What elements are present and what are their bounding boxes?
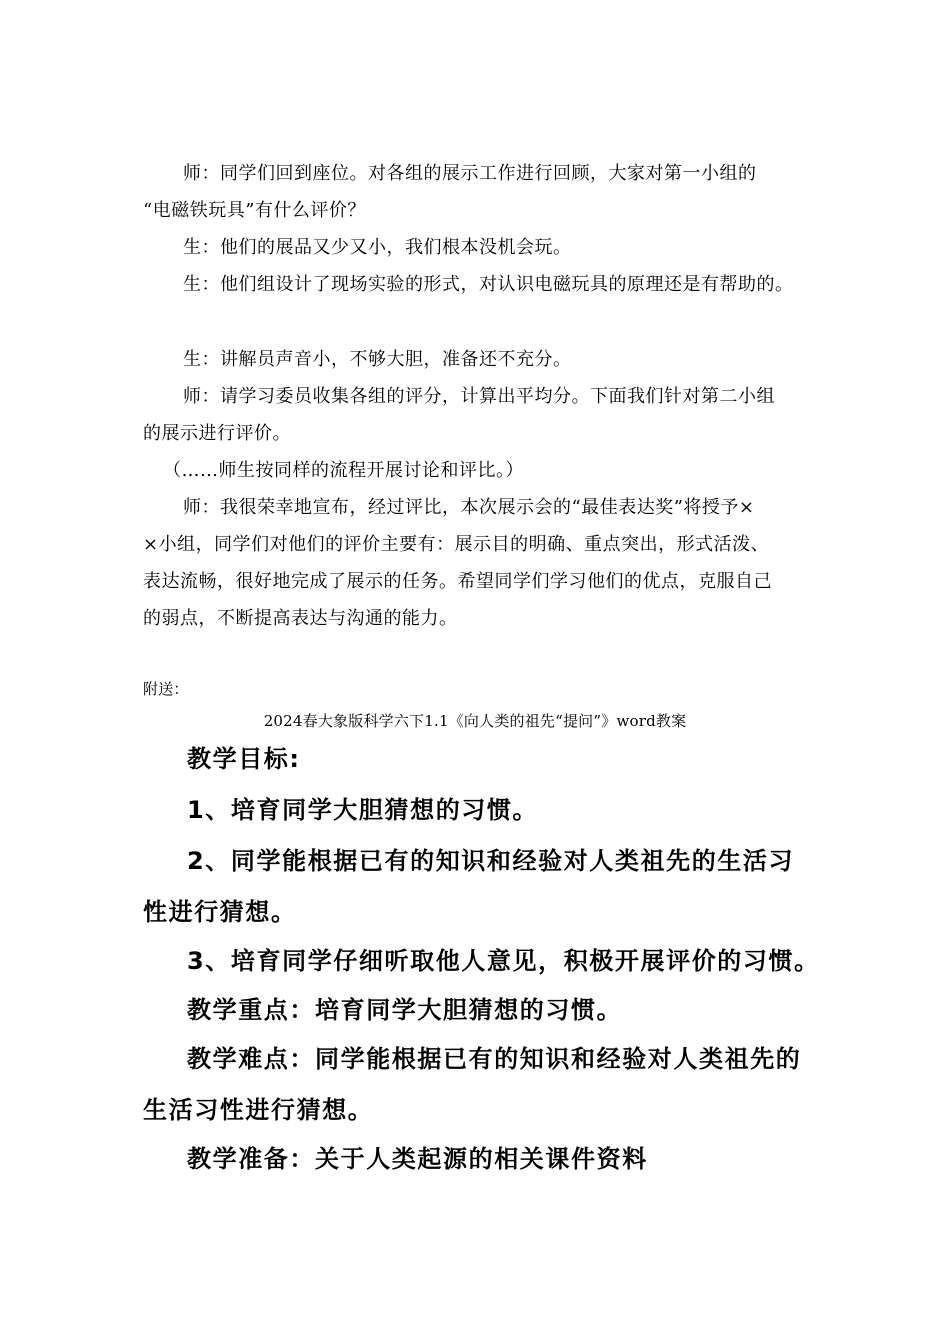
dialogue-line: 生：他们组设计了现场实验的形式，对认识电磁玩具的原理还是有帮助的。: [183, 274, 794, 295]
dialogue-line: 师：我很荣幸地宣布，经过评比，本次展示会的“最佳表达奖”将授予×: [183, 497, 755, 518]
plan-difficulty: 教学难点：同学能根据已有的知识和经验对人类祖先的: [187, 1045, 802, 1073]
plan-preparation: 教学准备：关于人类起源的相关课件资料: [187, 1145, 648, 1173]
appendix-title: 2024春大象版科学六下1.1《向人类的祖先“提问”》word教案: [263, 712, 687, 730]
dialogue-line: 表达流畅，很好地完成了展示的任务。希望同学们学习他们的优点，克服自己: [143, 571, 772, 592]
dialogue-line: 生：讲解员声音小，不够大胆，准备还不充分。: [183, 349, 572, 370]
plan-heading-objectives: 教学目标:: [187, 745, 301, 773]
dialogue-line: “电磁铁玩具”有什么评价？: [143, 200, 366, 221]
plan-objective-2: 2、同学能根据已有的知识和经验对人类祖先的生活习: [187, 847, 795, 875]
dialogue-line: 的弱点，不断提高表达与沟通的能力。: [143, 608, 458, 629]
appendix-label: 附送：: [143, 680, 189, 698]
dialogue-line: ×小组，同学们对他们的评价主要有：展示目的明确、重点突出，形式活泼、: [143, 534, 770, 555]
dialogue-line: 的展示进行评价。: [143, 423, 291, 444]
plan-objective-3: 3、培育同学仔细听取他人意见，积极开展评价的习惯。: [187, 947, 820, 975]
plan-key-point: 教学重点：培育同学大胆猜想的习惯。: [187, 996, 623, 1024]
plan-objective-2-cont: 性进行猜想。: [143, 898, 297, 926]
plan-difficulty-cont: 生活习性进行猜想。: [143, 1096, 374, 1124]
dialogue-line: （……师生按同样的流程开展讨论和评比。）: [163, 460, 524, 481]
dialogue-line: 生：他们的展品又少又小，我们根本没机会玩。: [183, 237, 572, 258]
dialogue-line: 师：请学习委员收集各组的评分，计算出平均分。下面我们针对第二小组: [183, 386, 775, 407]
dialogue-line: 师：同学们回到座位。对各组的展示工作进行回顾，大家对第一小组的: [183, 163, 757, 184]
plan-objective-1: 1、培育同学大胆猜想的习惯。: [187, 796, 539, 824]
